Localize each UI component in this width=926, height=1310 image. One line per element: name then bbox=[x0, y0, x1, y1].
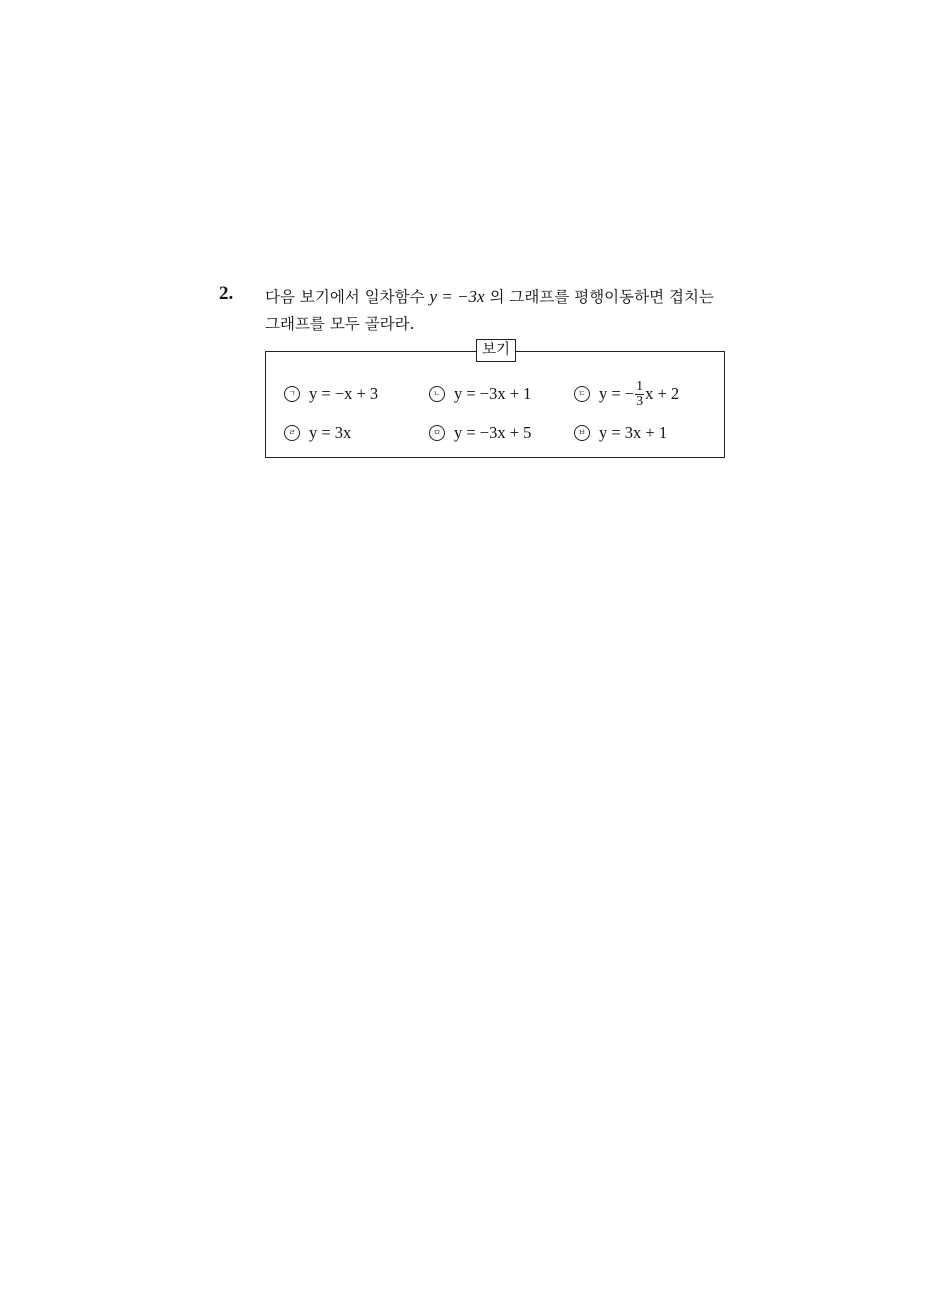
choice-a bbox=[284, 382, 378, 406]
choice-f-expression: y = 3x + 1 bbox=[599, 423, 668, 442]
question-equation: y = −3x bbox=[429, 287, 485, 306]
choice-f bbox=[574, 421, 667, 445]
choice-b-expression: y = −3x + 1 bbox=[454, 384, 532, 403]
choice-e-expression: y = −3x + 5 bbox=[454, 423, 532, 442]
choice-c-fraction bbox=[635, 380, 644, 409]
choice-f-marker: ㅂ bbox=[574, 425, 590, 441]
choice-a-marker: ㄱ bbox=[284, 386, 300, 402]
choice-d-expression: y = 3x bbox=[309, 423, 352, 442]
question-suffix: 의 그래프를 평행이동하면 겹치는 bbox=[489, 288, 714, 306]
choices-box-title: 보기 bbox=[476, 339, 516, 362]
choice-d bbox=[284, 421, 351, 445]
choice-b bbox=[429, 382, 531, 406]
choice-b-marker: ㄴ bbox=[429, 386, 445, 402]
choice-e bbox=[429, 421, 531, 445]
choice-c-marker: ㄷ bbox=[574, 386, 590, 402]
question-text bbox=[265, 283, 735, 338]
fraction-denominator: 3 bbox=[636, 393, 644, 409]
problem-number: 2. bbox=[219, 283, 234, 304]
choice-d-marker: ㄹ bbox=[284, 425, 300, 441]
question-line-2: 그래프를 모두 골라라. bbox=[265, 315, 415, 333]
question-prefix: 다음 보기에서 일차함수 bbox=[265, 288, 425, 306]
choice-c-rhs: x + 2 bbox=[645, 384, 680, 403]
choice-c-lhs: y = − bbox=[599, 384, 635, 403]
choice-c-expression bbox=[599, 380, 679, 409]
choice-e-marker: ㅁ bbox=[429, 425, 445, 441]
question-line-1 bbox=[265, 283, 735, 311]
choice-c bbox=[574, 378, 680, 409]
fraction-numerator: 1 bbox=[636, 378, 644, 394]
choice-a-expression: y = −x + 3 bbox=[309, 384, 379, 403]
